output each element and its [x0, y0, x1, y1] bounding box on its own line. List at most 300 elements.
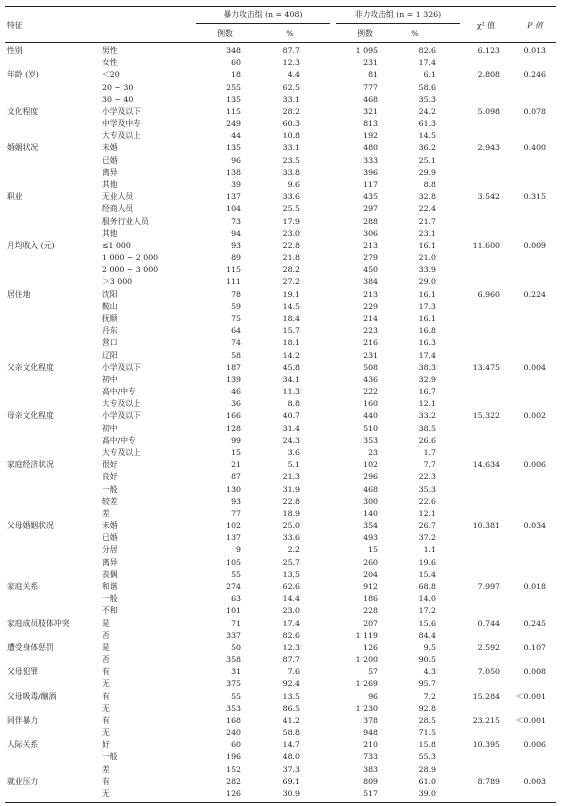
cell-percent-violent: 27.2 [282, 277, 300, 287]
cell-category: 性别 [7, 46, 23, 55]
cell-count-nonviolent: 102 [363, 460, 378, 470]
cell-percent-violent: 86.5 [282, 703, 300, 713]
cell-category: 居住地 [7, 289, 31, 299]
cell-count-nonviolent: 912 [363, 581, 378, 591]
cell-percent-nonviolent: 1.7 [423, 447, 436, 457]
cell-count-violent: 111 [226, 277, 241, 287]
cell-percent-nonviolent: 23.1 [418, 228, 436, 238]
cell-count-nonviolent: 508 [363, 362, 378, 372]
cell-percent-violent: 24.3 [282, 435, 300, 445]
cell-percent-violent: 21.8 [282, 253, 300, 263]
cell-subcategory: 经商人员 [102, 204, 134, 214]
cell-percent-violent: 31.9 [282, 484, 300, 494]
cell-subcategory: 丧偶 [102, 569, 118, 579]
cell-percent-nonviolent: 7.2 [423, 691, 436, 701]
cell-count-nonviolent: 1 200 [355, 655, 378, 664]
cell-count-violent: 115 [226, 106, 241, 116]
cell-percent-violent: 14.2 [282, 350, 300, 360]
cell-chi-square: 15.322 [472, 411, 500, 421]
cell-count-violent: 39 [231, 180, 241, 189]
cell-percent-nonviolent: 15.4 [418, 569, 436, 579]
cell-count-violent: 115 [226, 265, 241, 275]
cell-chi-square: 10.381 [472, 521, 500, 530]
cell-category: 父母犯罪 [7, 667, 39, 677]
cell-subcategory: 辽阳 [102, 350, 118, 360]
cell-count-violent: 36 [231, 399, 241, 409]
cell-count-violent: 102 [226, 521, 241, 530]
cell-subcategory: 离异 [102, 167, 118, 177]
cell-count-nonviolent: 435 [363, 192, 378, 202]
cell-subcategory: 20 ~ 30 [102, 82, 134, 92]
cell-percent-violent: 30.9 [282, 789, 300, 798]
cell-percent-nonviolent: 84.4 [418, 630, 436, 640]
cell-category: 母亲文化程度 [7, 411, 54, 421]
cell-percent-violent: 62.6 [282, 581, 300, 591]
cell-count-violent: 99 [231, 435, 241, 445]
cell-percent-violent: 9.6 [287, 180, 300, 189]
cell-subcategory: 其他 [102, 180, 118, 189]
header-percent-violent: % [286, 29, 294, 38]
cell-count-nonviolent: 213 [363, 240, 378, 250]
cell-chi-square: 7.050 [477, 667, 500, 677]
cell-percent-nonviolent: 58.6 [418, 82, 436, 92]
cell-percent-nonviolent: 68.8 [418, 581, 436, 591]
cell-percent-violent: 45.8 [282, 362, 300, 372]
bottom-rule [5, 802, 556, 803]
cell-count-nonviolent: 222 [363, 387, 378, 396]
cell-count-violent: 94 [231, 228, 241, 238]
cell-percent-nonviolent: 26.7 [418, 521, 436, 530]
cell-subcategory: 30 ~ 40 [102, 94, 134, 104]
cell-p-value: 0.006 [523, 460, 546, 470]
cell-chi-square: 11.600 [472, 240, 500, 250]
cell-count-nonviolent: 96 [368, 691, 378, 701]
cell-chi-square: 5.098 [477, 106, 500, 116]
cell-count-violent: 105 [226, 557, 241, 567]
cell-percent-violent: 7.6 [287, 667, 300, 677]
cell-percent-violent: 31.4 [282, 423, 300, 433]
cell-count-violent: 353 [226, 703, 241, 713]
cell-percent-nonviolent: 7.7 [423, 460, 436, 470]
cell-count-nonviolent: 440 [363, 411, 378, 421]
cell-percent-nonviolent: 16.3 [418, 338, 436, 348]
cell-percent-nonviolent: 28.9 [418, 764, 436, 774]
cell-p-value: 0.006 [523, 740, 546, 750]
cell-p-value: 0.246 [523, 70, 546, 80]
cell-percent-violent: 18.4 [282, 314, 300, 323]
cell-percent-nonviolent: 32.8 [418, 192, 436, 202]
cell-count-nonviolent: 231 [363, 58, 378, 68]
cell-subcategory: 鞍山 [102, 301, 118, 311]
cell-percent-nonviolent: 38.3 [418, 362, 436, 372]
cell-percent-nonviolent: 6.1 [423, 70, 436, 80]
cell-count-nonviolent: 192 [363, 131, 378, 141]
cell-chi-square: 14.634 [472, 460, 500, 470]
cell-percent-violent: 28.2 [282, 265, 300, 275]
cell-percent-violent: 8.8 [287, 399, 300, 409]
cell-subcategory: 大专及以上 [102, 447, 141, 457]
cell-count-nonviolent: 450 [363, 265, 378, 275]
cell-percent-violent: 19.1 [282, 289, 300, 299]
cell-count-violent: 89 [231, 253, 241, 263]
cell-percent-violent: 92.4 [282, 679, 300, 689]
cell-percent-nonviolent: 37.2 [418, 533, 436, 543]
cell-category: 同伴暴力 [7, 715, 39, 725]
cell-count-violent: 135 [226, 143, 241, 153]
cell-subcategory: 初中 [102, 374, 118, 384]
cell-count-nonviolent: 23 [368, 447, 378, 457]
cell-percent-nonviolent: 26.6 [418, 435, 436, 445]
cell-percent-nonviolent: 12.1 [418, 508, 436, 518]
cell-chi-square: 3.542 [477, 192, 500, 202]
cell-count-nonviolent: 279 [363, 253, 378, 263]
cell-percent-nonviolent: 15.8 [418, 740, 436, 750]
cell-count-violent: 240 [226, 728, 241, 738]
cell-subcategory: 小学及以下 [102, 411, 141, 421]
cell-category: 月均收入 (元) [7, 240, 55, 250]
cell-p-value: 0.009 [523, 240, 546, 250]
cell-count-violent: 78 [231, 289, 241, 299]
cell-subcategory: 差 [102, 764, 110, 774]
cell-percent-nonviolent: 14.0 [418, 594, 436, 604]
cell-count-violent: 137 [226, 533, 241, 543]
cell-percent-violent: 15.7 [282, 326, 300, 336]
cell-percent-nonviolent: 22.6 [418, 496, 436, 506]
cell-count-violent: 96 [231, 155, 241, 165]
cell-p-value: 0.003 [523, 776, 546, 786]
cell-count-nonviolent: 1 095 [355, 46, 378, 55]
cell-percent-violent: 37.3 [282, 764, 300, 774]
cell-count-nonviolent: 296 [363, 472, 378, 482]
cell-subcategory: 中学及中专 [102, 119, 141, 129]
cell-p-value: 0.002 [523, 411, 546, 421]
cell-percent-nonviolent: 17.3 [418, 301, 436, 311]
cell-percent-violent: 33.1 [282, 143, 300, 153]
cell-percent-nonviolent: 16.1 [418, 240, 436, 250]
cell-percent-nonviolent: 61.3 [418, 119, 436, 129]
cell-subcategory: 其他 [102, 228, 118, 238]
cell-percent-nonviolent: 90.5 [418, 655, 436, 664]
cell-category: 职业 [7, 192, 23, 202]
cell-count-violent: 358 [226, 655, 241, 664]
cell-percent-nonviolent: 16.1 [418, 289, 436, 299]
cell-percent-violent: 23.0 [282, 606, 300, 616]
cell-subcategory: 好 [102, 740, 110, 750]
cell-count-violent: 375 [226, 679, 241, 689]
cell-percent-violent: 12.3 [282, 58, 300, 68]
cell-category: 家庭成员肢体冲突 [7, 618, 70, 628]
cell-percent-violent: 69.1 [282, 776, 300, 786]
cell-count-violent: 138 [226, 167, 241, 177]
cell-percent-nonviolent: 22.4 [418, 204, 436, 214]
cell-percent-violent: 14.4 [282, 594, 300, 604]
cell-percent-violent: 87.7 [282, 655, 300, 664]
cell-percent-violent: 33.6 [282, 533, 300, 543]
cell-p-value: 0.224 [523, 289, 546, 299]
cell-count-nonviolent: 223 [363, 326, 378, 336]
cell-percent-nonviolent: 92.8 [418, 703, 436, 713]
cell-count-violent: 31 [231, 667, 241, 677]
cell-percent-nonviolent: 9.5 [423, 642, 436, 652]
cell-subcategory: 一般 [102, 594, 118, 604]
cell-count-violent: 137 [226, 192, 241, 202]
cell-percent-nonviolent: 36.2 [418, 143, 436, 153]
cell-chi-square: 10.395 [472, 740, 500, 750]
cell-percent-violent: 2.2 [287, 545, 300, 555]
cell-percent-violent: 22.8 [282, 240, 300, 250]
cell-count-nonviolent: 493 [363, 533, 378, 543]
cell-percent-nonviolent: 29.9 [418, 167, 436, 177]
cell-count-nonviolent: 126 [363, 642, 378, 652]
cell-count-nonviolent: 210 [363, 740, 378, 750]
cell-subcategory: 抚顺 [102, 314, 118, 323]
cell-count-violent: 58 [231, 350, 241, 360]
cell-count-violent: 73 [231, 216, 241, 226]
cell-subcategory: 无 [102, 728, 110, 738]
cell-count-violent: 87 [231, 472, 241, 482]
cell-subcategory: 否 [102, 655, 110, 664]
cell-percent-nonviolent: 14.5 [418, 131, 436, 141]
cell-count-nonviolent: 214 [363, 314, 378, 323]
cell-subcategory: 有 [102, 776, 110, 786]
cell-percent-violent: 82.6 [282, 630, 300, 640]
cell-chi-square: 13.475 [472, 362, 500, 372]
cell-count-violent: 135 [226, 94, 241, 104]
cell-count-nonviolent: 948 [363, 728, 378, 738]
cell-count-nonviolent: 1 119 [355, 630, 378, 640]
cell-percent-nonviolent: 32.9 [418, 374, 436, 384]
cell-percent-violent: 21.3 [282, 472, 300, 482]
cell-percent-nonviolent: 82.6 [418, 46, 436, 55]
cell-count-nonviolent: 396 [363, 167, 378, 177]
cell-percent-violent: 40.7 [282, 411, 300, 421]
cell-count-violent: 348 [226, 46, 241, 55]
cell-p-value: 0.013 [523, 46, 546, 55]
cell-percent-nonviolent: 35.3 [418, 94, 436, 104]
cell-count-violent: 168 [226, 715, 241, 725]
cell-percent-violent: 17.4 [282, 618, 300, 628]
cell-subcategory: 高中/中专 [102, 435, 136, 445]
cell-subcategory: 丹东 [102, 326, 118, 336]
cell-percent-nonviolent: 33.2 [418, 411, 436, 421]
cell-count-violent: 63 [231, 594, 241, 604]
cell-p-value: 0.400 [523, 143, 546, 153]
cell-count-violent: 337 [226, 630, 241, 640]
cell-count-violent: 60 [231, 740, 241, 750]
cell-chi-square: 0.744 [477, 618, 500, 628]
cell-percent-nonviolent: 19.6 [418, 557, 436, 567]
cell-count-violent: 101 [226, 606, 241, 616]
cell-chi-square: 6.123 [477, 46, 500, 55]
cell-category: 父母婚姻状况 [7, 521, 54, 530]
cell-subcategory: 和谐 [102, 581, 118, 591]
top-rule [5, 6, 556, 7]
cell-percent-violent: 14.5 [282, 301, 300, 311]
cell-category: 婚姻状况 [7, 143, 39, 153]
cell-subcategory: 一般 [102, 484, 118, 494]
cell-count-violent: 50 [231, 642, 241, 652]
cell-count-nonviolent: 468 [363, 484, 378, 494]
cell-count-violent: 128 [226, 423, 241, 433]
cell-count-violent: 274 [226, 581, 241, 591]
cell-count-violent: 44 [231, 131, 241, 141]
cell-subcategory: 离异 [102, 557, 118, 567]
cell-count-nonviolent: 480 [363, 143, 378, 153]
cell-count-nonviolent: 81 [368, 70, 378, 80]
cell-percent-violent: 87.7 [282, 46, 300, 55]
cell-count-violent: 139 [226, 374, 241, 384]
cell-subcategory: 女性 [102, 58, 118, 68]
cell-count-violent: 75 [231, 314, 241, 323]
cell-percent-violent: 18.9 [282, 508, 300, 518]
cell-percent-nonviolent: 21.0 [418, 253, 436, 263]
cell-category: 就业压力 [7, 776, 39, 786]
cell-percent-violent: 14.7 [282, 740, 300, 750]
cell-subcategory: 已婚 [102, 533, 118, 543]
cell-percent-violent: 13.5 [282, 569, 300, 579]
cell-count-violent: 77 [231, 508, 241, 518]
cell-count-nonviolent: 354 [363, 521, 378, 530]
cell-count-nonviolent: 229 [363, 301, 378, 311]
cell-count-nonviolent: 204 [363, 569, 378, 579]
cell-percent-violent: 28.2 [282, 106, 300, 116]
cell-count-violent: 9 [236, 545, 241, 555]
cell-count-violent: 152 [226, 764, 241, 774]
cell-subcategory: 是 [102, 618, 110, 628]
group-underline-nonviolent [336, 23, 460, 24]
cell-subcategory: 服务行业人员 [102, 216, 149, 226]
cell-percent-nonviolent: 4.3 [423, 667, 436, 677]
cell-percent-nonviolent: 8.8 [423, 180, 436, 189]
cell-percent-violent: 11.3 [282, 387, 300, 396]
cell-subcategory: 初中 [102, 423, 118, 433]
cell-percent-violent: 17.9 [282, 216, 300, 226]
header-rule [5, 42, 556, 43]
cell-percent-violent: 33.8 [282, 167, 300, 177]
cell-category: 遭受身体惩罚 [7, 642, 54, 652]
cell-count-nonviolent: 378 [363, 715, 378, 725]
cell-count-violent: 46 [231, 387, 241, 396]
cell-percent-violent: 23.5 [282, 155, 300, 165]
cell-count-violent: 60 [231, 58, 241, 68]
cell-subcategory: 无业人员 [102, 192, 134, 202]
cell-subcategory: 良好 [102, 472, 118, 482]
cell-percent-nonviolent: 39.0 [418, 789, 436, 798]
cell-count-nonviolent: 510 [363, 423, 378, 433]
cell-subcategory: 有 [102, 715, 110, 725]
header-p-value: P 值 [527, 21, 543, 30]
cell-p-value: 0.107 [523, 642, 546, 652]
cell-p-value: ＜0.001 [515, 715, 546, 725]
cell-percent-violent: 5.1 [287, 460, 300, 470]
cell-count-nonviolent: 288 [363, 216, 378, 226]
cell-count-violent: 55 [231, 569, 241, 579]
cell-count-violent: 196 [226, 752, 241, 762]
cell-percent-violent: 25.7 [282, 557, 300, 567]
cell-subcategory: 是 [102, 642, 110, 652]
header-count-violent: 例数 [217, 29, 233, 38]
cell-category: 人际关系 [7, 740, 39, 750]
cell-percent-violent: 25.5 [282, 204, 300, 214]
cell-count-nonviolent: 468 [363, 94, 378, 104]
cell-percent-nonviolent: 15.6 [418, 618, 436, 628]
cell-count-violent: 64 [231, 326, 241, 336]
cell-percent-violent: 62.5 [282, 82, 300, 92]
cell-count-nonviolent: 383 [363, 764, 378, 774]
cell-count-nonviolent: 228 [363, 606, 378, 616]
cell-category: 父母吸毒/酗酒 [7, 691, 57, 701]
header-count-nonviolent: 例数 [357, 29, 373, 38]
cell-percent-nonviolent: 55.3 [418, 752, 436, 762]
cell-p-value: 0.078 [523, 106, 546, 116]
cell-count-nonviolent: 260 [363, 557, 378, 567]
cell-p-value: 0.034 [523, 521, 546, 530]
header-chi-square: χ² 值 [476, 21, 496, 30]
cell-count-nonviolent: 15 [368, 545, 378, 555]
cell-percent-nonviolent: 28.5 [418, 715, 436, 725]
cell-subcategory: 有 [102, 691, 110, 701]
cell-count-violent: 55 [231, 691, 241, 701]
cell-percent-violent: 58.8 [282, 728, 300, 738]
cell-percent-nonviolent: 1.1 [423, 545, 436, 555]
cell-chi-square: 15.284 [472, 691, 500, 701]
cell-count-nonviolent: 1 269 [355, 679, 378, 689]
cell-percent-nonviolent: 16.7 [418, 387, 436, 396]
cell-count-violent: 187 [226, 362, 241, 372]
cell-subcategory: 无 [102, 679, 110, 689]
cell-subcategory: 无 [102, 703, 110, 713]
cell-percent-nonviolent: 24.2 [418, 106, 436, 116]
cell-count-violent: 130 [226, 484, 241, 494]
cell-percent-violent: 60.3 [282, 119, 300, 129]
cell-percent-violent: 4.4 [287, 70, 300, 80]
cell-percent-nonviolent: 16.8 [418, 326, 436, 336]
cell-chi-square: 6.960 [477, 289, 500, 299]
cell-count-nonviolent: 436 [363, 374, 378, 384]
cell-subcategory: 已婚 [102, 155, 118, 165]
cell-count-nonviolent: 207 [363, 618, 378, 628]
cell-count-nonviolent: 1 230 [355, 703, 378, 713]
cell-percent-violent: 12.3 [282, 642, 300, 652]
cell-subcategory: 无 [102, 789, 110, 798]
cell-percent-nonviolent: 21.7 [418, 216, 436, 226]
cell-subcategory: ≤1 000 [102, 240, 131, 250]
cell-percent-violent: 33.1 [282, 94, 300, 104]
cell-percent-nonviolent: 17.2 [418, 606, 436, 616]
cell-count-nonviolent: 777 [363, 82, 378, 92]
cell-subcategory: 2 000 ~ 3 000 [102, 265, 159, 275]
cell-count-violent: 21 [231, 460, 241, 470]
cell-percent-nonviolent: 95.7 [418, 679, 436, 689]
cell-percent-violent: 18.1 [282, 338, 300, 348]
cell-percent-nonviolent: 25.1 [418, 155, 436, 165]
cell-percent-nonviolent: 71.5 [418, 728, 436, 738]
cell-subcategory: 沈阳 [102, 289, 118, 299]
cell-chi-square: 2.592 [477, 642, 500, 652]
cell-subcategory: 高中/中专 [102, 387, 136, 396]
cell-percent-nonviolent: 16.1 [418, 314, 436, 323]
cell-count-nonviolent: 297 [363, 204, 378, 214]
cell-count-violent: 71 [231, 618, 241, 628]
cell-count-nonviolent: 321 [363, 106, 378, 116]
cell-count-violent: 59 [231, 301, 241, 311]
cell-count-violent: 18 [231, 70, 241, 80]
cell-count-nonviolent: 117 [363, 180, 378, 189]
cell-count-nonviolent: 306 [363, 228, 378, 238]
cell-percent-violent: 10.8 [282, 131, 300, 141]
cell-percent-nonviolent: 29.0 [418, 277, 436, 287]
cell-count-nonviolent: 216 [363, 338, 378, 348]
